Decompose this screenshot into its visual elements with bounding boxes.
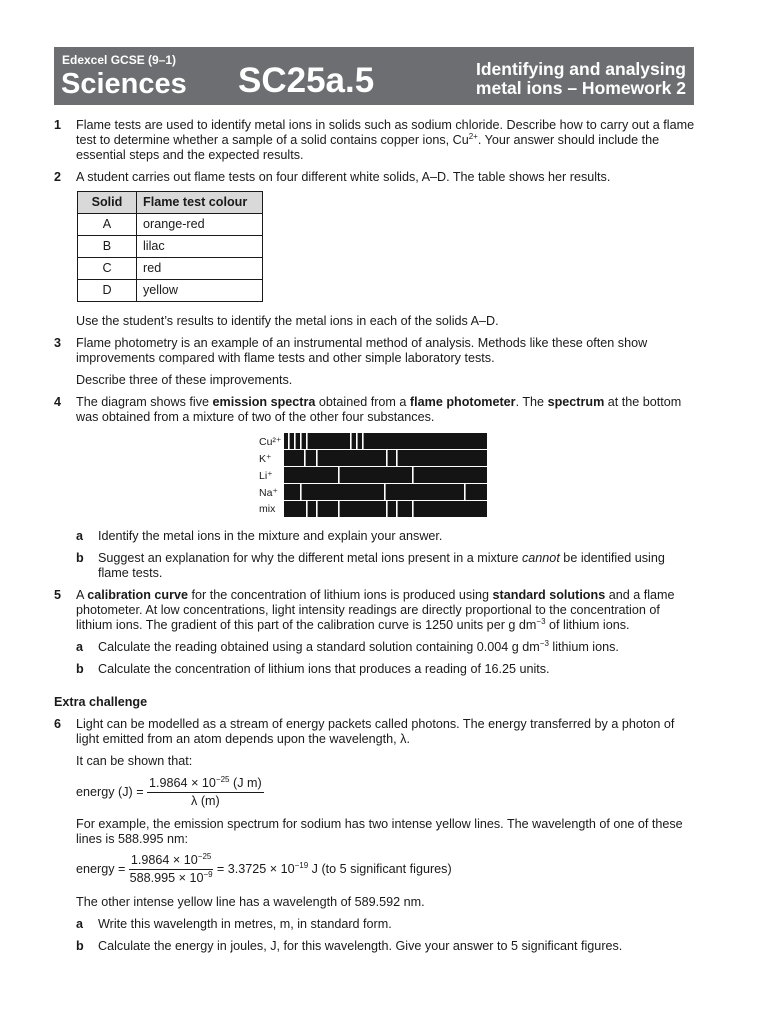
flame-test-table [77, 191, 263, 302]
header-colour: Flame test colour [137, 192, 263, 214]
equation-energy-sodium [76, 853, 452, 886]
equation-2-rhs: = $3.3725 \times 10^{-19}$ J (to 5 significant figures) [216, 860, 452, 876]
spectrum-row-mix [284, 501, 487, 517]
table-row [78, 258, 263, 280]
table-header-row [78, 192, 263, 214]
course-name: Edexcel GCSE (9–1) [62, 53, 177, 67]
colour-cell: lilac [137, 236, 263, 258]
question-5a-text: Calculate the reading obtained using a standard solution containing 0.004 g $dm^{-3}$ lithium ions. [98, 638, 619, 654]
solid-cell: B [78, 236, 137, 258]
question-5b-label: b [76, 662, 84, 676]
question-6-shown: It can be shown that: [76, 754, 193, 768]
question-6-other: The other intense yellow line has a wavelength of 589.592 nm. [76, 895, 425, 909]
question-5-text: A calibration curve for the concentration of lithium ions is produced using standard solutions and a flame photometer. At low concentrations, light intensity readings are directly proportional to the concentration of lithium ions. The gradient of this part of the calibration curve is 1250 units per g $dm^{-3}$ of lithium ions. [76, 588, 675, 632]
spectrum-label-li: Li⁺ [259, 470, 273, 482]
colour-cell: yellow [137, 280, 263, 302]
spectrum-label-cu: Cu²⁺ [259, 436, 282, 448]
header-solid: Solid [78, 192, 137, 214]
question-2-text: A student carries out flame tests on four different white solids, A–D. The table shows her results. [76, 170, 611, 184]
equation-1-denominator: λ (m) [191, 794, 220, 808]
solid-cell: C [78, 258, 137, 280]
solid-cell: A [78, 214, 137, 236]
question-6-example: For example, the emission spectrum for sodium has two intense yellow lines. The wavelength of one of these lines is 588.995 nm: [76, 817, 683, 846]
spectrum-label-k: K⁺ [259, 453, 272, 465]
equation-1-fraction [147, 776, 264, 809]
table-row [78, 280, 263, 302]
worksheet-title: Identifying and analysing metal ions – Homework 2 [475, 59, 686, 98]
solid-cell: D [78, 280, 137, 302]
question-5-number: 5 [54, 588, 62, 602]
extra-challenge-heading: Extra challenge [54, 695, 148, 709]
question-6a-label: a [76, 917, 84, 931]
question-5b-text: Calculate the concentration of lithium ions that produces a reading of 16.25 units. [98, 662, 550, 676]
equation-energy-general [76, 776, 264, 809]
question-6b-label: b [76, 939, 84, 953]
equation-2-numerator: $1.9864 \times 10^{-25}$ [129, 853, 213, 870]
question-3-text: Flame photometry is an example of an instrumental method of analysis. Methods like these often show improvements compared with flame tests and other simple laboratory tests. [76, 336, 648, 365]
equation-2-fraction [129, 853, 213, 886]
question-3-follow: Describe three of these improvements. [76, 373, 293, 387]
question-4-text: The diagram shows five emission spectra obtained from a flame photometer. The spectrum at the bottom was obtained from a mixture of two of the other four substances. [76, 395, 682, 424]
spectrum-row-k [284, 450, 487, 466]
question-1-number: 1 [54, 118, 62, 132]
spectrum-label-mix: mix [259, 503, 276, 515]
equation-2-lhs: energy = [76, 861, 126, 876]
question-2-follow: Use the student’s results to identify the metal ions in each of the solids A–D. [76, 314, 499, 328]
question-6-text: Light can be modelled as a stream of energy packets called photons. The energy transferred by a photon of light emitted from an atom depends upon the wavelength, λ. [76, 717, 675, 746]
question-6a-text: Write this wavelength in metres, m, in standard form. [98, 917, 392, 931]
spectrum-label-na: Na⁺ [259, 487, 278, 499]
question-5a-label: a [76, 640, 84, 654]
header-banner [54, 47, 694, 105]
question-4a-text: Identify the metal ions in the mixture and explain your answer. [98, 529, 443, 543]
colour-cell: orange-red [137, 214, 263, 236]
spectrum-row-na [284, 484, 487, 500]
question-4b-text: Suggest an explanation for why the different metal ions present in a mixture cannot be identified using flame tests. [98, 551, 665, 580]
question-2-number: 2 [54, 170, 62, 184]
colour-cell: red [137, 258, 263, 280]
question-4a-label: a [76, 529, 84, 543]
question-4-number: 4 [54, 395, 62, 409]
table-row [78, 214, 263, 236]
spectrum-row-cu [284, 433, 487, 449]
question-3-number: 3 [54, 336, 62, 350]
spectrum-row-li [284, 467, 487, 483]
equation-1-numerator: $1.9864 \times 10^{-25}$ (J m) [147, 776, 264, 793]
question-1-text: Flame tests are used to identify metal ions in solids such as sodium chloride. Describe how to carry out a flame test to determine whether a sample of a solid contains copper ions, $Cu^{2+}$. Your answer should include the essential steps and the expected results. [76, 118, 695, 162]
emission-spectra-diagram [284, 433, 487, 518]
question-4b-label: b [76, 551, 84, 565]
subject-title: Sciences [61, 68, 187, 100]
question-6-number: 6 [54, 717, 62, 731]
lesson-code: SC25a.5 [238, 61, 375, 100]
equation-2-denominator: $588.995 \times 10^{-9}$ [129, 869, 213, 885]
question-6b-text: Calculate the energy in joules, J, for this wavelength. Give your answer to 5 significant figures. [98, 939, 623, 953]
table-row [78, 236, 263, 258]
equation-1-lhs: energy (J) = [76, 784, 144, 799]
